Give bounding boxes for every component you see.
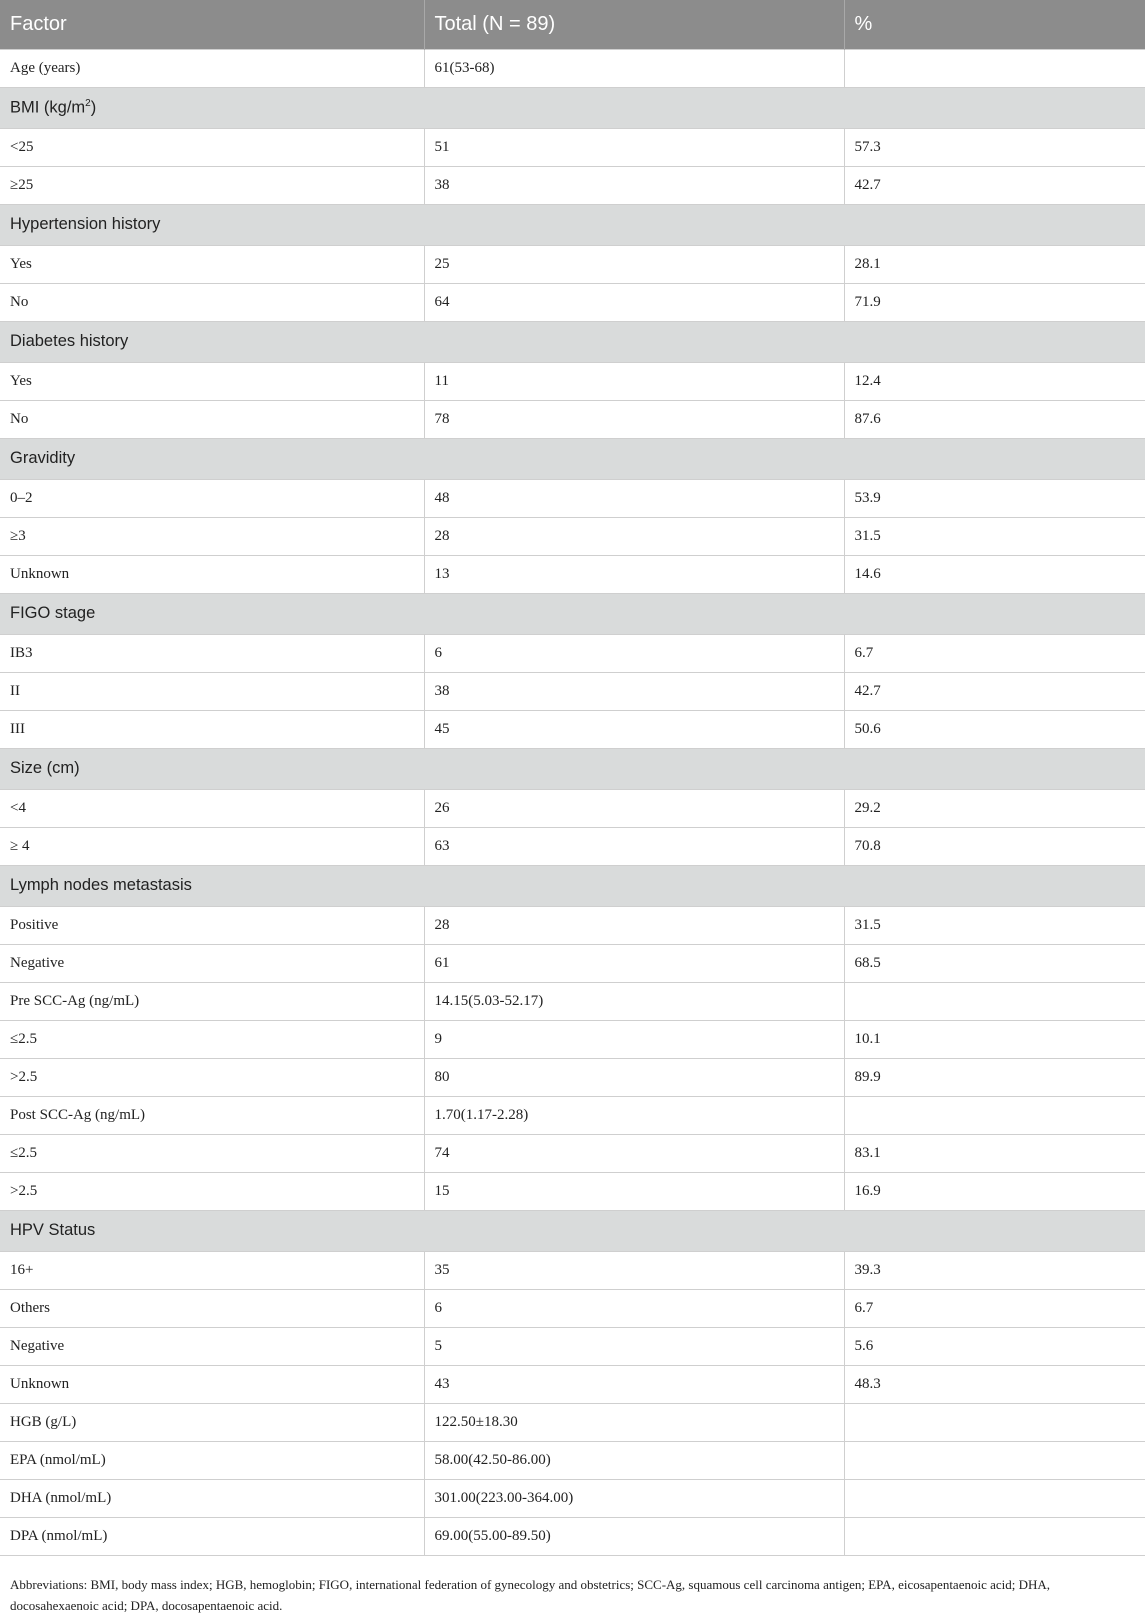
cell-factor: Pre SCC-Ag (ng/mL) <box>0 982 424 1020</box>
section-label: Size (cm) <box>0 748 1145 789</box>
cell-factor: ≥ 4 <box>0 827 424 865</box>
cell-percent: 31.5 <box>844 906 1145 944</box>
cell-total: 80 <box>424 1058 844 1096</box>
cell-factor: Unknown <box>0 1365 424 1403</box>
header-factor: Factor <box>0 0 424 49</box>
table-row <box>0 672 1145 710</box>
cell-factor: <4 <box>0 789 424 827</box>
cell-total: 51 <box>424 128 844 166</box>
cell-total: 9 <box>424 1020 844 1058</box>
table-row <box>0 283 1145 321</box>
cell-percent: 42.7 <box>844 672 1145 710</box>
table-row <box>0 1172 1145 1210</box>
cell-factor: <25 <box>0 128 424 166</box>
table-row <box>0 1058 1145 1096</box>
table-row <box>0 555 1145 593</box>
table-row <box>0 1403 1145 1441</box>
cell-percent: 29.2 <box>844 789 1145 827</box>
table-row <box>0 827 1145 865</box>
cell-factor: No <box>0 400 424 438</box>
cell-total: 43 <box>424 1365 844 1403</box>
table-row <box>0 1289 1145 1327</box>
cell-total: 301.00(223.00-364.00) <box>424 1479 844 1517</box>
cell-factor: Others <box>0 1289 424 1327</box>
cell-percent: 12.4 <box>844 362 1145 400</box>
section-header-row <box>0 593 1145 634</box>
cell-percent: 68.5 <box>844 944 1145 982</box>
cell-total: 61 <box>424 944 844 982</box>
section-header-row <box>0 865 1145 906</box>
table-row <box>0 362 1145 400</box>
cell-percent: 71.9 <box>844 283 1145 321</box>
cell-percent: 42.7 <box>844 166 1145 204</box>
table-row <box>0 634 1145 672</box>
table-row <box>0 1251 1145 1289</box>
cell-percent <box>844 1441 1145 1479</box>
cell-factor: ≥3 <box>0 517 424 555</box>
section-label: Diabetes history <box>0 321 1145 362</box>
cell-total: 78 <box>424 400 844 438</box>
cell-factor: HGB (g/L) <box>0 1403 424 1441</box>
table-row <box>0 1020 1145 1058</box>
cell-factor: IB3 <box>0 634 424 672</box>
cell-percent: 6.7 <box>844 634 1145 672</box>
section-label: Hypertension history <box>0 204 1145 245</box>
cell-factor: ≥25 <box>0 166 424 204</box>
cell-total: 38 <box>424 166 844 204</box>
cell-total: 45 <box>424 710 844 748</box>
header-percent: % <box>854 12 873 35</box>
cell-total: 1.70(1.17-2.28) <box>424 1096 844 1134</box>
cell-factor: 16+ <box>0 1251 424 1289</box>
cell-total: 6 <box>424 1289 844 1327</box>
table-row <box>0 245 1145 283</box>
section-header-row <box>0 748 1145 789</box>
cell-factor: II <box>0 672 424 710</box>
table-row <box>0 1479 1145 1517</box>
cell-factor: III <box>0 710 424 748</box>
cell-factor: Positive <box>0 906 424 944</box>
table-row <box>0 166 1145 204</box>
table-row <box>0 982 1145 1020</box>
cell-percent: 89.9 <box>844 1058 1145 1096</box>
cell-percent <box>844 1096 1145 1134</box>
cell-factor: 0–2 <box>0 479 424 517</box>
cell-percent <box>844 982 1145 1020</box>
cell-factor: >2.5 <box>0 1172 424 1210</box>
cell-factor: Post SCC-Ag (ng/mL) <box>0 1096 424 1134</box>
table-row <box>0 1134 1145 1172</box>
cell-factor: EPA (nmol/mL) <box>0 1441 424 1479</box>
cell-percent <box>844 1479 1145 1517</box>
cell-factor: DHA (nmol/mL) <box>0 1479 424 1517</box>
cell-factor: Negative <box>0 1327 424 1365</box>
section-label: HPV Status <box>0 1210 1145 1251</box>
table-row <box>0 944 1145 982</box>
cell-total: 11 <box>424 362 844 400</box>
cell-percent: 57.3 <box>844 128 1145 166</box>
cell-percent: 48.3 <box>844 1365 1145 1403</box>
table-header-row <box>0 0 1145 49</box>
cell-total: 63 <box>424 827 844 865</box>
table-row <box>0 517 1145 555</box>
cell-percent: 28.1 <box>844 245 1145 283</box>
table-row <box>0 49 1145 87</box>
cell-total: 64 <box>424 283 844 321</box>
table-row <box>0 906 1145 944</box>
section-label: Lymph nodes metastasis <box>0 865 1145 906</box>
cell-total: 15 <box>424 1172 844 1210</box>
section-header-row <box>0 321 1145 362</box>
cell-percent: 83.1 <box>844 1134 1145 1172</box>
cell-total: 28 <box>424 517 844 555</box>
table-row <box>0 1096 1145 1134</box>
section-header-row <box>0 87 1145 128</box>
section-header-row <box>0 1210 1145 1251</box>
section-label: Gravidity <box>0 438 1145 479</box>
cell-percent: 39.3 <box>844 1251 1145 1289</box>
table-row <box>0 400 1145 438</box>
table-row <box>0 1441 1145 1479</box>
cell-factor: Negative <box>0 944 424 982</box>
cell-total: 58.00(42.50-86.00) <box>424 1441 844 1479</box>
cell-percent <box>844 1517 1145 1555</box>
cell-total: 25 <box>424 245 844 283</box>
cell-percent <box>844 1403 1145 1441</box>
table-row <box>0 789 1145 827</box>
table-row <box>0 1327 1145 1365</box>
cell-factor: Yes <box>0 362 424 400</box>
cell-percent: 31.5 <box>844 517 1145 555</box>
cell-factor: DPA (nmol/mL) <box>0 1517 424 1555</box>
cell-total: 14.15(5.03-52.17) <box>424 982 844 1020</box>
cell-percent: 5.6 <box>844 1327 1145 1365</box>
cell-percent: 14.6 <box>844 555 1145 593</box>
section-label: FIGO stage <box>0 593 1145 634</box>
section-label: BMI $(kg/m^2)$ <box>0 87 1145 128</box>
cell-total: 48 <box>424 479 844 517</box>
cell-total: 5 <box>424 1327 844 1365</box>
cell-total: 26 <box>424 789 844 827</box>
cell-total: 28 <box>424 906 844 944</box>
header-total: Total (N = 89) <box>424 0 844 49</box>
cell-total: 6 <box>424 634 844 672</box>
table-footnote: Abbreviations: BMI, body mass index; HGB, hemoglobin; FIGO, international federation of gynecology and obstetrics; SCC-Ag, squamous cell carcinoma antigen; EPA, eicosapentaenoic acid; DHA, docosahexaenoic acid; DPA, docosapentaenoic acid. <box>10 1577 1051 1613</box>
table-row <box>0 128 1145 166</box>
cell-factor: >2.5 <box>0 1058 424 1096</box>
cell-percent <box>844 49 1145 87</box>
cell-percent: 53.9 <box>844 479 1145 517</box>
cell-percent: 70.8 <box>844 827 1145 865</box>
table-row <box>0 1517 1145 1555</box>
cell-factor: Yes <box>0 245 424 283</box>
cell-factor: No <box>0 283 424 321</box>
cell-total: 61(53-68) <box>424 49 844 87</box>
section-header-row <box>0 204 1145 245</box>
cell-factor: ≤2.5 <box>0 1020 424 1058</box>
cell-total: 122.50±18.30 <box>424 1403 844 1441</box>
cell-percent: 10.1 <box>844 1020 1145 1058</box>
cell-factor: ≤2.5 <box>0 1134 424 1172</box>
cell-factor: Unknown <box>0 555 424 593</box>
table-row <box>0 710 1145 748</box>
cell-percent: 50.6 <box>844 710 1145 748</box>
cell-factor: Age (years) <box>0 49 424 87</box>
table-row <box>0 479 1145 517</box>
cell-total: 74 <box>424 1134 844 1172</box>
cell-percent: 6.7 <box>844 1289 1145 1327</box>
cell-total: 38 <box>424 672 844 710</box>
cell-total: 35 <box>424 1251 844 1289</box>
cell-percent: 87.6 <box>844 400 1145 438</box>
table-body <box>0 49 1145 1555</box>
cell-total: 13 <box>424 555 844 593</box>
section-header-row <box>0 438 1145 479</box>
cell-percent: 16.9 <box>844 1172 1145 1210</box>
table-row <box>0 1365 1145 1403</box>
cell-total: 69.00(55.00-89.50) <box>424 1517 844 1555</box>
